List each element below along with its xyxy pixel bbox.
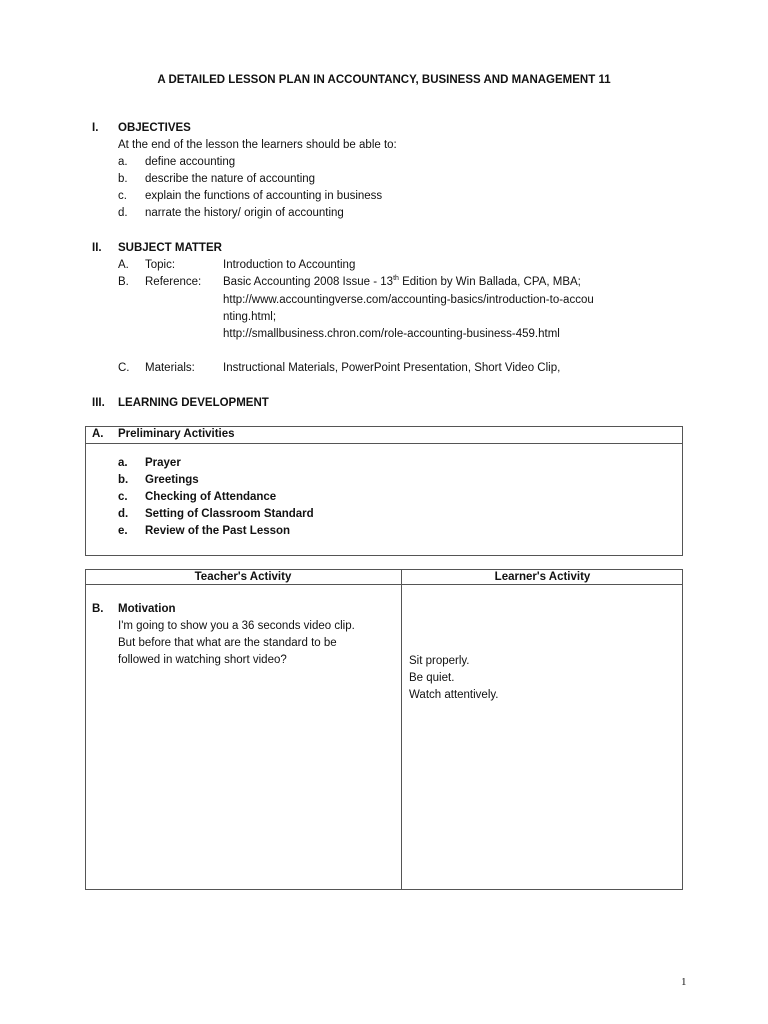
preliminary-item-text: Setting of Classroom Standard	[145, 508, 314, 520]
preliminary-item-letter: c.	[118, 491, 128, 503]
reference-link-line-2: http://www.accountingverse.com/accounting-basics/introduction-to-accou	[223, 294, 594, 306]
preliminary-item-text: Review of the Past Lesson	[145, 525, 291, 537]
preliminary-letter: A.	[92, 428, 104, 440]
materials-letter: C.	[118, 362, 130, 374]
reference-line-1-rest: Edition by Win Ballada, CPA, MBA;	[398, 276, 581, 288]
objectives-heading: OBJECTIVES	[118, 122, 191, 134]
preliminary-heading: Preliminary Activities	[118, 428, 235, 440]
teacher-line: But before that what are the standard to be	[118, 637, 337, 649]
objective-letter: a.	[118, 156, 128, 168]
preliminary-item-letter: e.	[118, 525, 128, 537]
reference-link-line-3: nting.html;	[223, 311, 277, 323]
activity-table	[85, 569, 683, 890]
preliminary-item-letter: b.	[118, 474, 129, 486]
learner-activity-header: Learner's Activity	[494, 571, 591, 583]
topic-label: Topic:	[145, 259, 176, 271]
materials-value: Instructional Materials, PowerPoint Presentation, Short Video Clip,	[223, 362, 561, 374]
reference-line-1	[223, 275, 581, 289]
objective-letter: c.	[118, 190, 127, 202]
teacher-line: I'm going to show you a 36 seconds video clip.	[118, 620, 355, 632]
preliminary-item-letter: a.	[118, 457, 128, 469]
objective-text: define accounting	[145, 156, 236, 168]
objective-text: narrate the history/ origin of accounting	[145, 207, 344, 219]
preliminary-item-text: Checking of Attendance	[145, 491, 277, 503]
reference-line-1-text: Basic Accounting 2008 Issue - 13	[223, 276, 394, 288]
topic-letter: A.	[118, 259, 129, 271]
learning-development-numeral: III.	[92, 397, 105, 409]
learner-line: Be quiet.	[409, 672, 455, 684]
objectives-intro: At the end of the lesson the learners should be able to:	[118, 139, 397, 151]
subject-matter-heading: SUBJECT MATTER	[118, 242, 222, 254]
learner-line: Watch attentively.	[409, 689, 499, 701]
activity-table-header-divider	[85, 584, 683, 585]
page-number: 1	[681, 976, 687, 988]
reference-link-line-4: http://smallbusiness.chron.com/role-accounting-business-459.html	[223, 328, 560, 340]
objective-letter: d.	[118, 207, 128, 219]
preliminary-item-text: Greetings	[145, 474, 199, 486]
materials-label: Materials:	[145, 362, 195, 374]
subject-matter-numeral: II.	[92, 242, 102, 254]
objectives-numeral: I.	[92, 122, 99, 134]
objective-letter: b.	[118, 173, 128, 185]
topic-value: Introduction to Accounting	[223, 259, 356, 271]
preliminary-item-text: Prayer	[145, 457, 181, 469]
learner-line: Sit properly.	[409, 655, 470, 667]
motivation-letter: B.	[92, 603, 104, 615]
reference-label: Reference:	[145, 276, 202, 288]
reference-edition-superscript: th	[393, 275, 399, 283]
preliminary-item-letter: d.	[118, 508, 129, 520]
teacher-line: followed in watching short video?	[118, 654, 287, 666]
motivation-heading: Motivation	[118, 603, 176, 615]
objective-text: describe the nature of accounting	[145, 173, 316, 185]
document-title: A DETAILED LESSON PLAN IN ACCOUNTANCY, BUSINESS AND MANAGEMENT 11	[157, 74, 611, 86]
teacher-activity-header: Teacher's Activity	[194, 571, 292, 583]
reference-letter: B.	[118, 276, 129, 288]
preliminary-header-divider	[85, 443, 683, 444]
objective-text: explain the functions of accounting in business	[145, 190, 383, 202]
learning-development-heading: LEARNING DEVELOPMENT	[118, 397, 269, 409]
activity-table-column-divider	[401, 569, 402, 890]
